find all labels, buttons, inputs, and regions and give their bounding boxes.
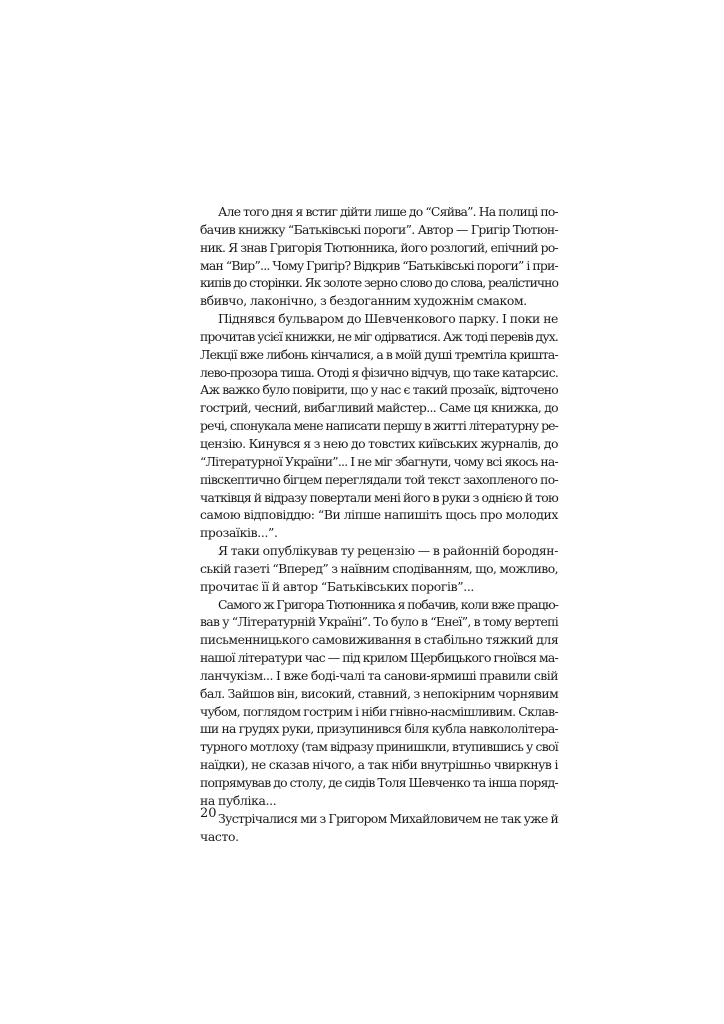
text-line: ши на грудях руки, призупинився біля кубла навкололіт​ера-	[200, 721, 558, 737]
text-line: речі, спонукала мене написати першу в житті літературну ре-	[200, 418, 558, 434]
text-line: прочитає її й автор “Батьківських порогів”...	[200, 578, 474, 594]
text-line: часто.	[200, 828, 239, 844]
text-line: ман “Вир”... Чому Григір? Відкрив “Батьківські пороги” і при-	[200, 257, 558, 273]
text-line: Зустрічалися ми з Григором Михайловичем не так уже й	[218, 810, 559, 826]
text-line: наїдки), не сказав нічого, а так ніби внутрішньо чвиркнув і	[200, 757, 558, 773]
text-line: гострий, чесний, вибагливий майстер... Саме ця книжка, до	[200, 400, 558, 416]
text-line: вав у “Літературній Україні”. То було в “Енеї”, в тому вертепі	[200, 614, 558, 630]
text-line: чубом, поглядом гострим і ніби гнівно-насмішливим. Склав-	[200, 703, 558, 719]
text-line: нашої літератури час — під крилом Щербицького гноївся ма-	[200, 650, 558, 666]
text-line: ланчукізм... І вже боді-чалі та санови-ярмиші правили свій	[200, 667, 558, 683]
page-number: 20	[200, 806, 217, 821]
text-line: турного мотлоху (там відразу принишкли, втупившись у свої	[200, 739, 558, 755]
text-line: на публіка...	[200, 792, 277, 808]
text-line: Аж важко було повірити, що у нас є такий прозаїк, відточено	[200, 382, 558, 398]
text-line: Піднявся бульваром до Шевченкового парку. І поки не	[218, 311, 558, 327]
text-line: ник. Я знав Григорія Тютюнника, його розлогий, епічний ро-	[200, 239, 558, 255]
text-line: кипів до сторінки. Як золоте зерно слово до слова, реалістично	[200, 275, 558, 291]
text-line: Я таки опублікував ту рецензію — в районній бородян-	[218, 543, 559, 559]
text-line: прочитав усієї книжки, не міг одірватися. Аж тоді перевів дух.	[200, 328, 558, 344]
text-line: ській газеті “Вперед” з наївним сподіванням, що, можливо,	[200, 560, 558, 576]
text-line: вбивчо, лаконічно, з бездоганним художнім смаком.	[200, 293, 527, 309]
text-line: півскептично бігцем переглядали той текст захопленого по-	[200, 471, 558, 487]
text-line: письменницького самовиживання в стабільно тяжкий для	[200, 632, 559, 648]
text-line: чатківця й відразу повертали мені його в руки з однією й тою	[200, 489, 558, 505]
body-text	[200, 203, 558, 845]
text-line: Самого ж Григора Тютюнника я побачив, коли вже працю-	[218, 596, 558, 612]
text-line: бал. Зайшов він, високий, ставний, з непокірним чорнявим	[200, 685, 559, 701]
text-line: Але того дня я встиг дійти лише до “Сяйва”. На полиці по-	[218, 204, 558, 219]
text-line: “Літературної України”... І не міг збагнути, чому всі якось на-	[200, 453, 558, 469]
text-line: цензію. Кинувся я з нею до товстих київських журналів, до	[200, 435, 558, 451]
text-line: самою відповіддю: “Ви ліпше напишіть щось про молодих	[200, 507, 558, 523]
text-line: лево-прозора тиша. Отоді я фізично відчув, що таке катарсис.	[200, 364, 558, 380]
text-line: бачив книжку “Батьківські пороги”. Автор — Григір Тютюн-	[200, 221, 558, 237]
text-line: попрямував до столу, де сидів Толя Шевченко та інша поряд-	[200, 775, 558, 790]
text-line: Лекції вже либонь кінчалися, а в моїй душі тремтіла кришта-	[200, 346, 558, 362]
text-line: прозаїків...”.	[200, 525, 278, 541]
